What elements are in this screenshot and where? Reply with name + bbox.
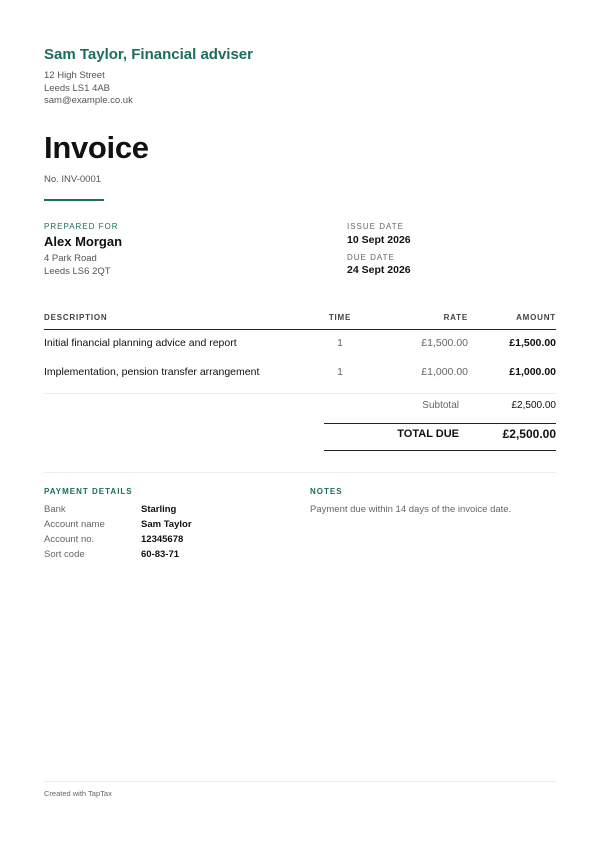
total-due-value: £2,500.00 [502, 427, 556, 441]
payment-details-heading: PAYMENT DETAILS [44, 487, 133, 496]
due-date-label: DUE DATE [347, 253, 395, 262]
payment-value: Starling [141, 504, 177, 515]
payment-row-sort-code [44, 549, 294, 563]
row-description: Initial financial planning advice and report [44, 337, 237, 349]
payment-row-bank [44, 504, 294, 518]
issue-date-label: ISSUE DATE [347, 222, 404, 231]
due-date-value: 24 Sept 2026 [347, 264, 411, 276]
payment-label: Account no. [44, 534, 95, 545]
column-header-time: TIME [328, 313, 352, 322]
prepared-for-label: PREPARED FOR [44, 222, 119, 231]
subtotal-value: £2,500.00 [511, 400, 556, 411]
total-due-label: TOTAL DUE [397, 428, 459, 440]
total-divider-top [324, 423, 556, 424]
table-row [44, 366, 556, 386]
invoice-title: Invoice [44, 130, 149, 165]
footer-credit: Created with TapTax [44, 789, 112, 798]
payment-value: 12345678 [141, 534, 184, 545]
notes-heading: NOTES [310, 487, 343, 496]
sender-address [44, 70, 133, 108]
section-divider [44, 472, 556, 473]
table-row [44, 337, 556, 357]
items-divider [44, 393, 556, 394]
row-amount: £1,500.00 [509, 337, 556, 349]
row-rate: £1,000.00 [421, 366, 468, 378]
client-address-line: 4 Park Road [44, 253, 97, 264]
row-time: 1 [337, 337, 343, 349]
sender-email: sam@example.co.uk [44, 95, 133, 106]
table-header-divider [44, 329, 556, 330]
row-rate: £1,500.00 [421, 337, 468, 349]
row-time: 1 [337, 366, 343, 378]
client-address [44, 253, 111, 278]
subtotal-label: Subtotal [422, 400, 459, 411]
column-header-rate: RATE [443, 313, 468, 322]
footer-divider [44, 781, 556, 782]
column-header-amount: AMOUNT [516, 313, 556, 322]
payment-label: Bank [44, 504, 66, 515]
accent-divider [44, 199, 104, 201]
total-divider-bottom [324, 450, 556, 451]
row-amount: £1,000.00 [509, 366, 556, 378]
column-header-description: DESCRIPTION [44, 313, 108, 322]
client-address-line: Leeds LS6 2QT [44, 265, 111, 277]
payment-row-account-name [44, 519, 294, 533]
sender-address-line: 12 High Street [44, 70, 105, 81]
issue-date-value: 10 Sept 2026 [347, 234, 411, 246]
notes-text: Payment due within 14 days of the invoice date. [310, 504, 512, 515]
sender-address-line: Leeds LS1 4AB [44, 82, 111, 94]
payment-row-account-number [44, 534, 294, 548]
client-name: Alex Morgan [44, 234, 123, 249]
payment-value: 60-83-71 [141, 549, 180, 560]
payment-label: Account name [44, 519, 105, 530]
payment-label: Sort code [44, 549, 85, 560]
row-description: Implementation, pension transfer arrangement [44, 366, 260, 378]
sender-name: Sam Taylor, Financial adviser [44, 46, 253, 63]
invoice-number: No. INV-0001 [44, 174, 102, 185]
payment-value: Sam Taylor [141, 519, 192, 530]
